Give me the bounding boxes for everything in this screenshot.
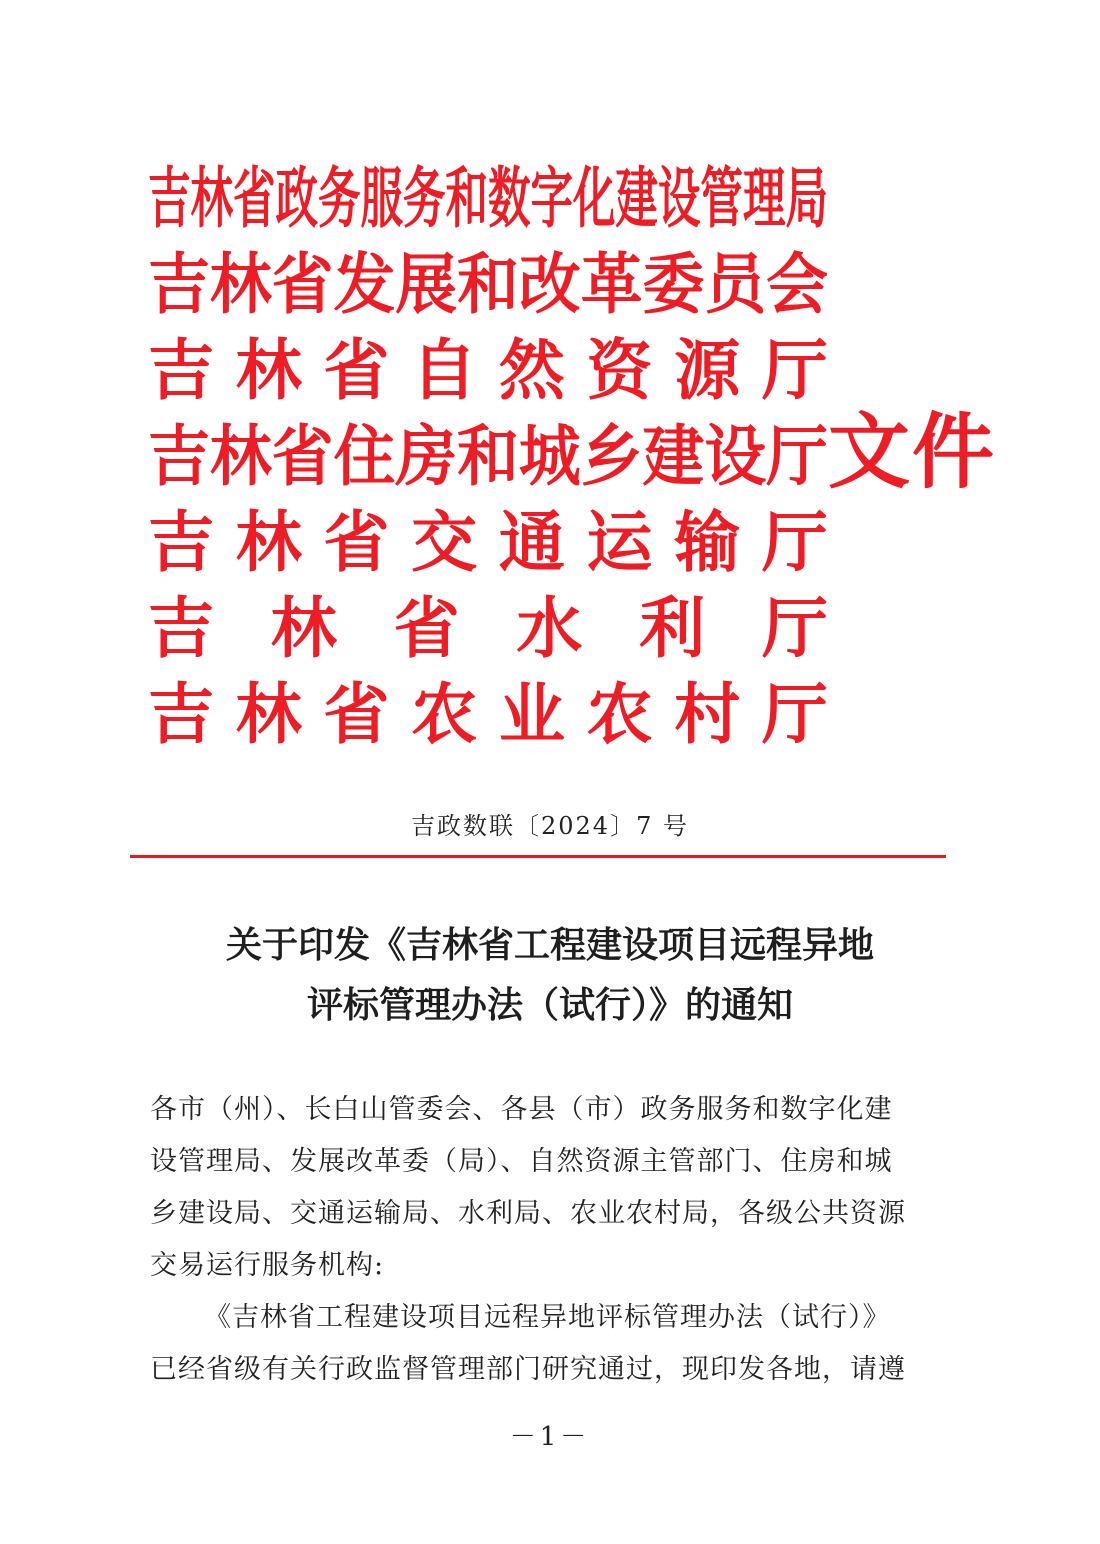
- paragraph-line-1: 《吉林省工程建设项目远程异地评标管理办法（试行）》: [204, 1302, 891, 1333]
- title-line-2: 评标管理办法（试行）》的通知: [306, 985, 793, 1026]
- title-line-1: 关于印发《吉林省工程建设项目远程异地: [225, 925, 874, 966]
- issuer-line-4: 吉林省住房和城乡建设厅: [148, 417, 828, 495]
- document-word: 文件: [828, 404, 997, 500]
- notice-title: [0, 916, 1100, 1036]
- issuer-line-6: 吉 林 省 水 利 厅: [148, 589, 828, 667]
- notice-body: [150, 1084, 962, 1396]
- issuer-line-7: 吉 林 省 农 业 农 村 厅: [148, 675, 828, 753]
- issuer-line-5: 吉 林 省 交 通 运 输 厅: [148, 503, 828, 581]
- issuer-line-3: 吉 林 省 自 然 资 源 厅: [148, 331, 828, 409]
- recipients-line-4: 交易运行服务机构:: [150, 1250, 385, 1281]
- paragraph-line-2: 已经省级有关行政监督管理部门研究通过，现印发各地，请遵: [150, 1354, 906, 1385]
- page-number: －1－: [509, 1422, 591, 1452]
- recipients-line-3: 乡建设局、交通运输局、水利局、农业农村局，各级公共资源: [150, 1198, 906, 1229]
- recipients-line-1: 各市（州）、长白山管委会、各县（市）政务服务和数字化建: [150, 1094, 893, 1125]
- document-number: 吉政数联〔2024〕7 号: [411, 812, 689, 840]
- issuer-line-1: 吉林省政务服务和数字化建设管理局: [148, 159, 828, 237]
- issuing-agencies-header: [148, 156, 1008, 766]
- recipients-line-2: 设管理局、发展改革委（局）、自然资源主管部门、住房和城: [150, 1146, 893, 1177]
- red-divider: [130, 855, 946, 858]
- issuer-line-2: 吉林省发展和改革委员会: [148, 245, 828, 323]
